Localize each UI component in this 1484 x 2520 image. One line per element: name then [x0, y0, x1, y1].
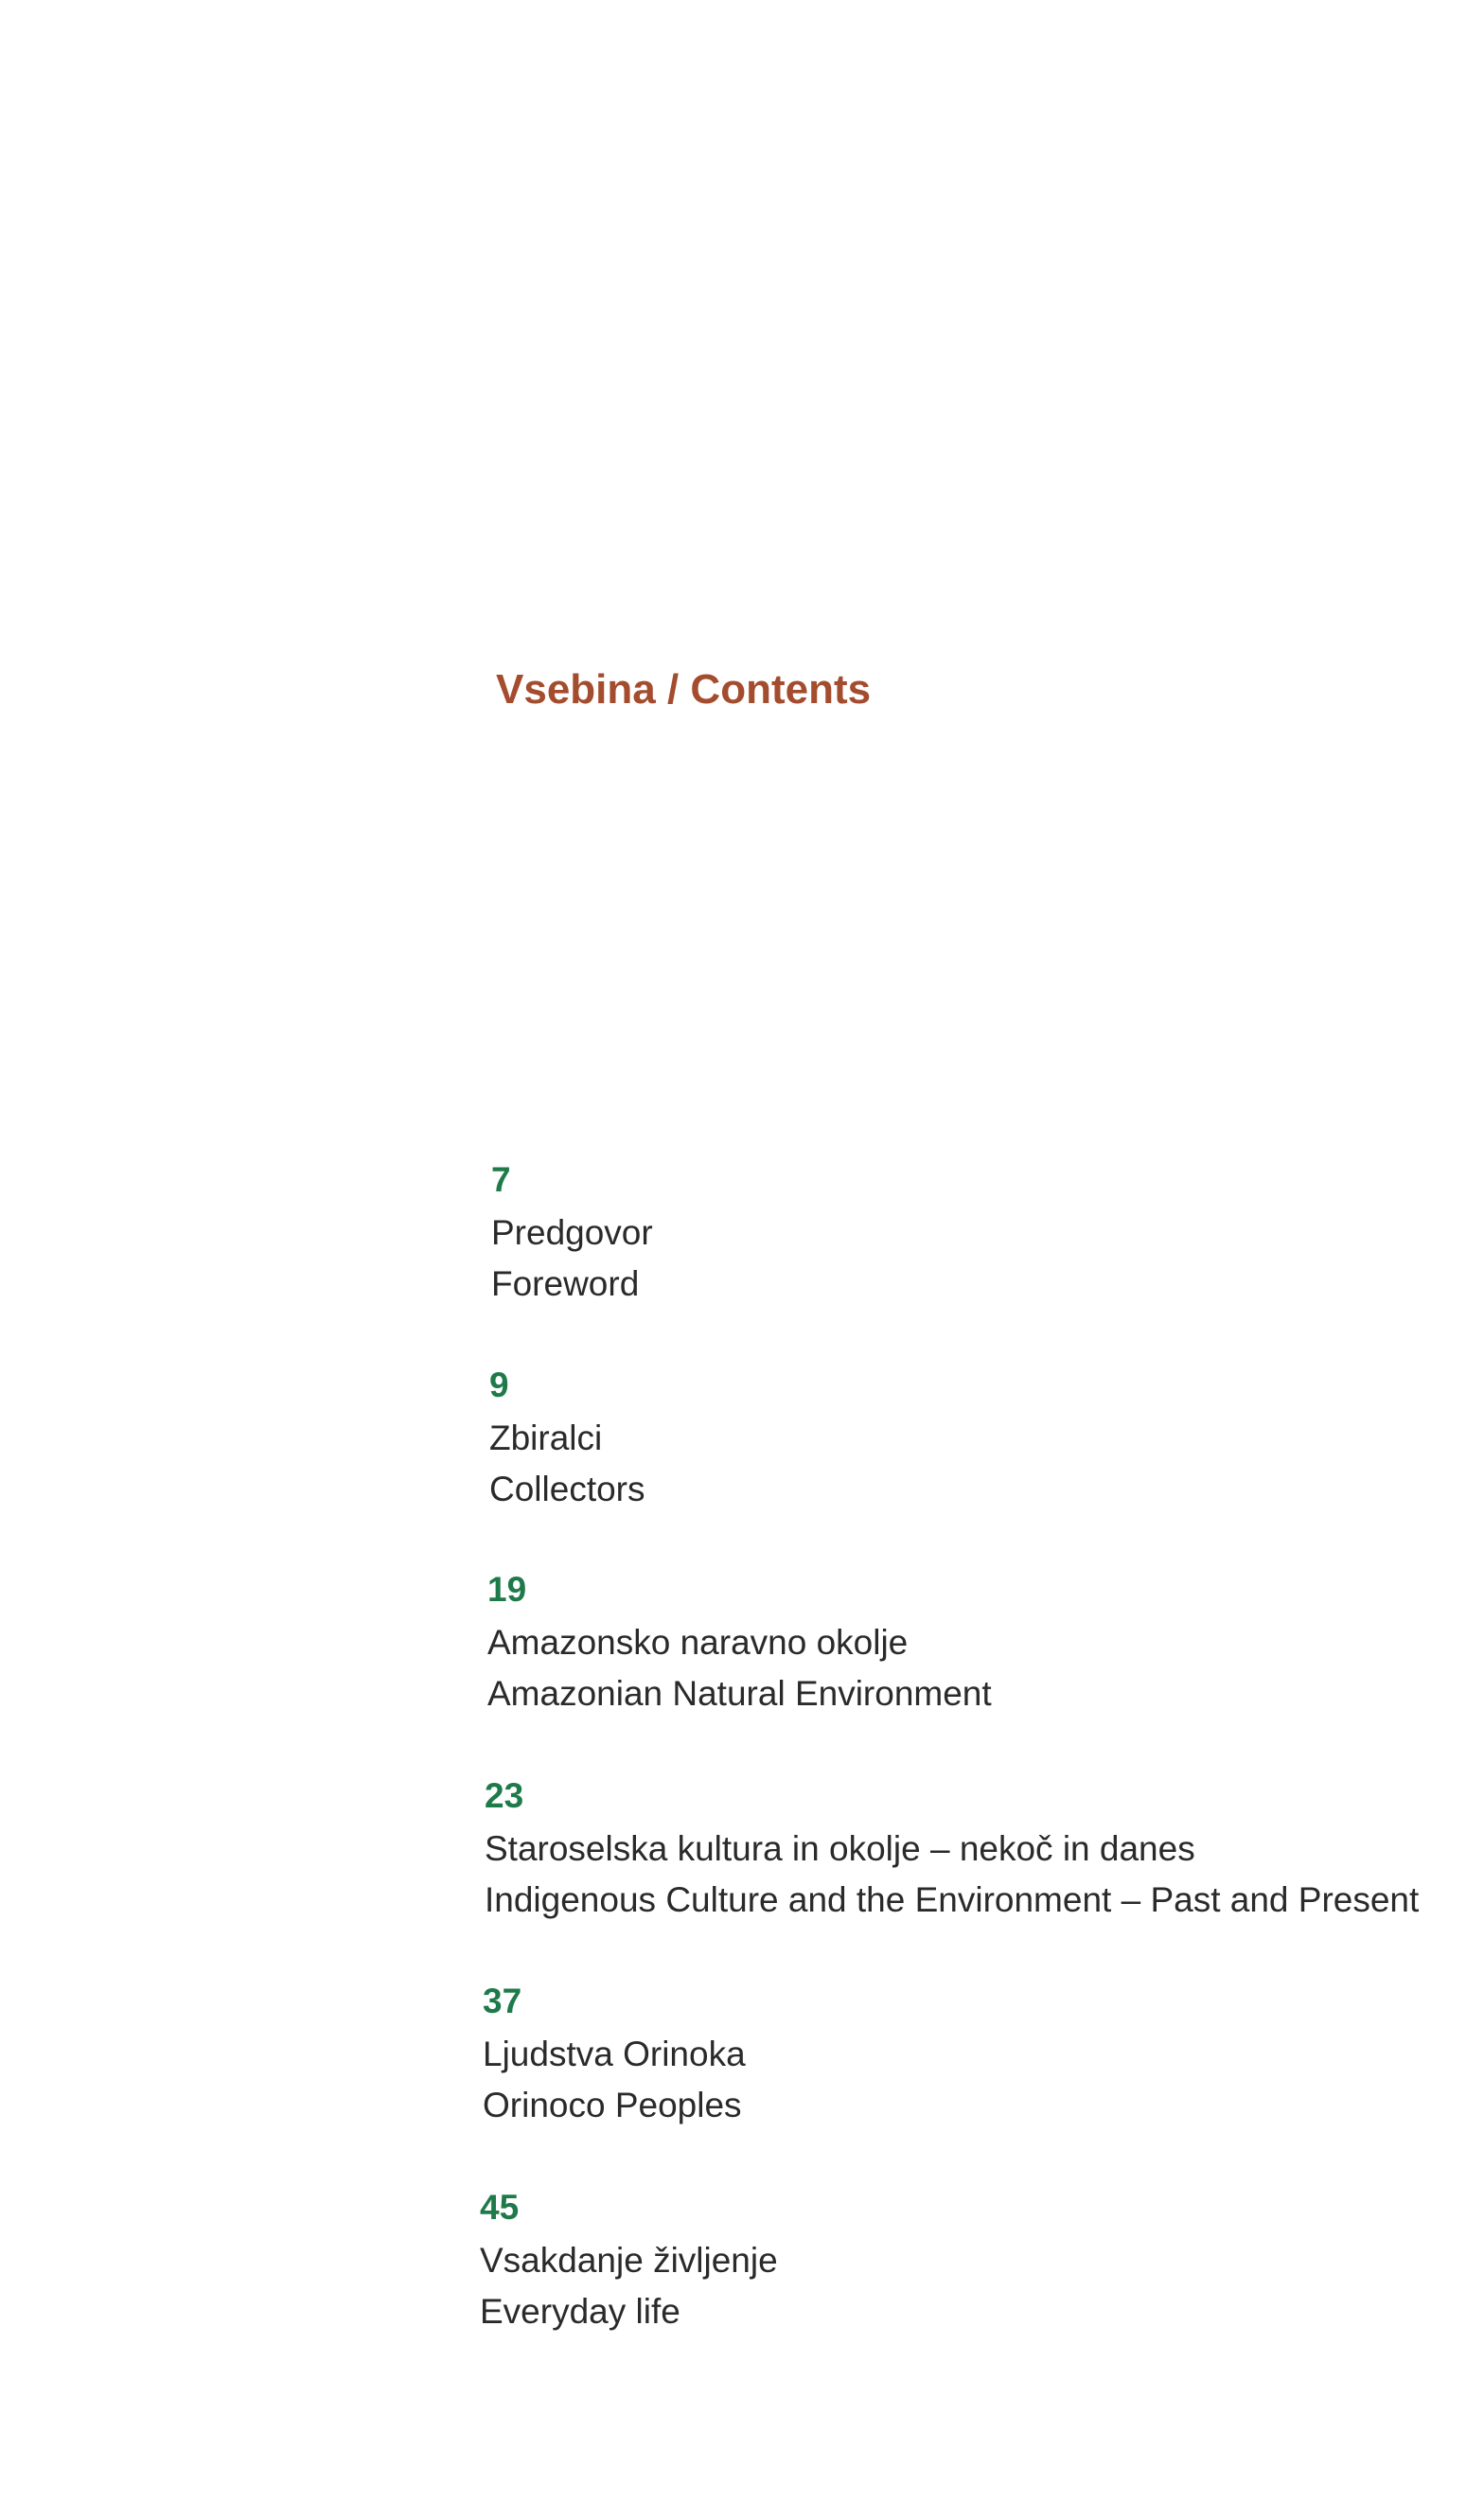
toc-title-english: Foreword	[491, 1264, 640, 1303]
toc-title-english: Collectors	[489, 1470, 645, 1508]
toc-entry-orinoco-peoples	[483, 1978, 746, 2131]
toc-title-slovene: Zbiralci	[489, 1419, 603, 1457]
toc-title-english: Everyday life	[480, 2292, 680, 2331]
toc-page-number: 19	[487, 1570, 527, 1609]
page-title: Vsebina / Contents	[496, 666, 872, 713]
toc-title-english: Indigenous Culture and the Environment – Past and Present	[485, 1880, 1420, 1919]
toc-page-number: 37	[483, 1982, 522, 2020]
toc-page-number: 45	[480, 2188, 520, 2227]
toc-entry-indigenous-culture	[485, 1772, 1419, 1926]
toc-title-slovene: Vsakdanje življenje	[480, 2241, 778, 2280]
toc-page-number: 7	[491, 1160, 511, 1199]
toc-entry-amazonian-environment	[487, 1566, 992, 1719]
toc-title-slovene: Staroselska kultura in okolje – nekoč in danes	[485, 1829, 1195, 1868]
toc-entry-collectors	[489, 1362, 645, 1515]
toc-entry-foreword	[491, 1156, 653, 1310]
toc-title-slovene: Ljudstva Orinoka	[483, 2035, 746, 2073]
toc-title-english: Orinoco Peoples	[483, 2086, 742, 2124]
toc-page-number: 23	[485, 1776, 524, 1815]
toc-title-english: Amazonian Natural Environment	[487, 1674, 992, 1713]
toc-entry-everyday-life	[480, 2184, 778, 2337]
toc-title-slovene: Amazonsko naravno okolje	[487, 1623, 909, 1662]
toc-page-number: 9	[489, 1366, 509, 1404]
toc-title-slovene: Predgovor	[491, 1213, 653, 1252]
